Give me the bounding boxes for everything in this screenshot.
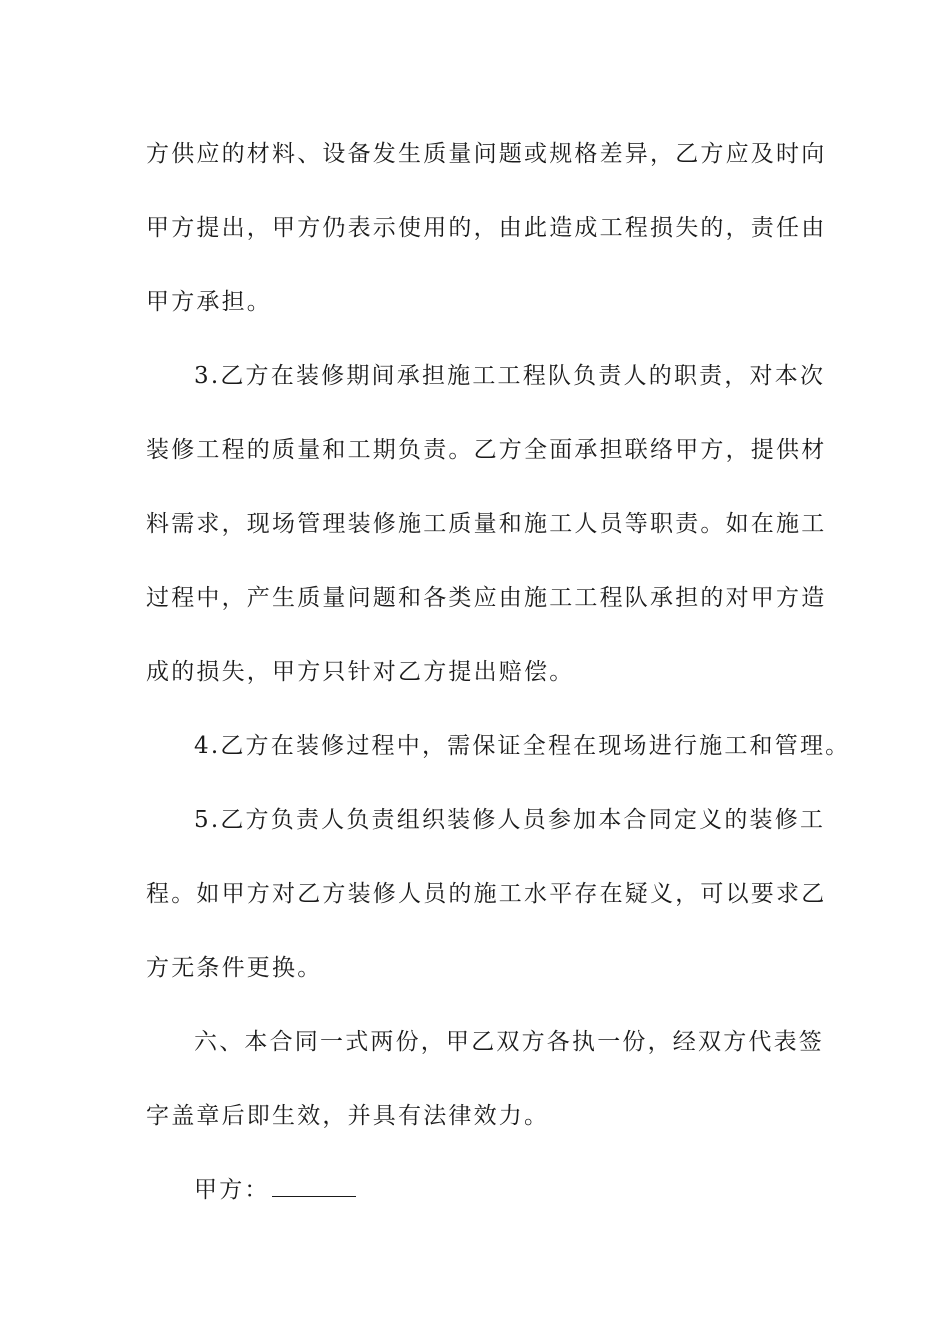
paragraph-line: 方无条件更换。	[146, 955, 323, 981]
signature-row	[146, 1153, 806, 1227]
paragraph-line: 程。如甲方对乙方装修人员的施工水平存在疑义，可以要求乙	[146, 881, 827, 907]
paragraph-line: 甲方承担。	[146, 289, 272, 315]
party-a-label: 甲方：	[194, 1177, 270, 1203]
paragraph-line: 装修工程的质量和工期负责。乙方全面承担联络甲方，提供材	[146, 437, 827, 463]
paragraph-line: 方供应的材料、设备发生质量问题或规格差异，乙方应及时向	[146, 141, 827, 167]
paragraph-line: 过程中，产生质量问题和各类应由施工工程队承担的对甲方造	[146, 585, 827, 611]
clause-4-line: 4.乙方在装修过程中，需保证全程在现场进行施工和管理。	[194, 733, 851, 759]
contract-body	[146, 117, 851, 1227]
section-6-line: 六、本合同一式两份，甲乙双方各执一份，经双方代表签	[194, 1029, 824, 1055]
paragraph-line: 成的损失，甲方只针对乙方提出赔偿。	[146, 659, 575, 685]
clause-5-line: 5.乙方负责人负责组织装修人员参加本合同定义的装修工	[194, 807, 826, 833]
paragraph-line: 甲方提出，甲方仍表示使用的，由此造成工程损失的，责任由	[146, 215, 827, 241]
paragraph-line: 字盖章后即生效，并具有法律效力。	[146, 1103, 550, 1129]
paragraph-line: 料需求，现场管理装修施工质量和施工人员等职责。如在施工	[146, 511, 827, 537]
clause-3-line: 3.乙方在装修期间承担施工工程队负责人的职责，对本次	[194, 363, 826, 389]
party-a-signature-blank	[272, 1174, 356, 1197]
